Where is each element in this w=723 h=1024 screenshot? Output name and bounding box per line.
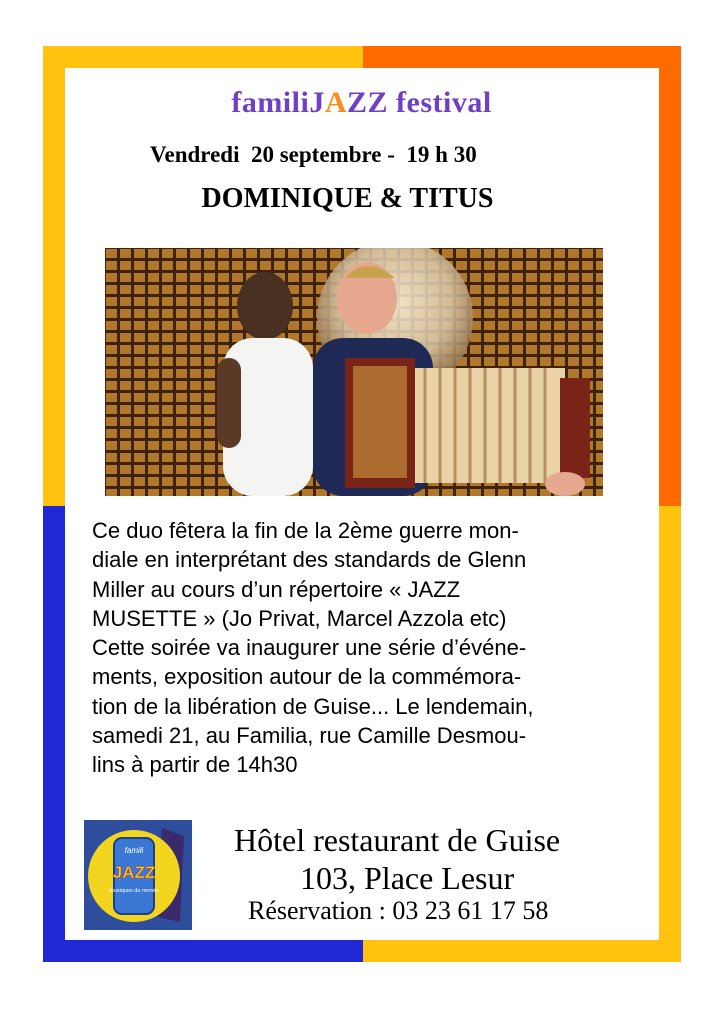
event-description — [92, 516, 637, 780]
description-line: diale en interprétant des standards de Glenn — [92, 547, 527, 573]
description-line: Miller au cours d’un répertoire « JAZZ — [92, 576, 461, 602]
title-a: A — [324, 86, 347, 119]
description-line: MUSETTE » (Jo Privat, Marcel Azzola etc) — [92, 605, 507, 631]
familijazz-logo — [84, 820, 192, 930]
description-line: tion de la libération de Guise... Le lendemain, — [92, 693, 534, 719]
festival-title — [0, 86, 723, 120]
event-artists: DOMINIQUE & TITUS — [201, 183, 494, 214]
description-line: samedi 21, au Familia, rue Camille Desmou- — [92, 723, 527, 749]
frame-top-left — [43, 46, 363, 68]
description-line: ments, exposition autour de la commémora- — [92, 664, 522, 690]
duo-photo-illustration — [105, 248, 603, 496]
title-zz: ZZ — [347, 86, 389, 119]
frame-bottom-left — [43, 940, 363, 962]
duo-photo — [105, 248, 603, 496]
frame-top-right — [363, 46, 681, 68]
reservation-phone: Réservation : 03 23 61 17 58 — [248, 896, 549, 925]
title-j: J — [309, 86, 325, 119]
title-prefix: famili — [231, 86, 310, 119]
frame-bottom-right — [363, 940, 681, 962]
title-suffix: festival — [388, 86, 492, 119]
description-line: Ce duo fêtera la fin de la 2ème guerre mon- — [92, 518, 519, 543]
familijazz-logo-graphic — [84, 820, 192, 930]
logo-text-top: famili — [124, 846, 144, 855]
description-line: Cette soirée va inaugurer une série d’événe- — [92, 635, 527, 661]
venue-name: Hôtel restaurant de Guise — [234, 822, 561, 858]
frame-right-lower — [659, 506, 681, 962]
event-date: Vendredi 20 septembre - 19 h 30 — [150, 142, 477, 167]
logo-text-main: JAZZ — [112, 863, 156, 882]
frame-left-lower — [43, 506, 65, 962]
description-line: lins à partir de 14h30 — [92, 752, 298, 778]
venue-address: 103, Place Lesur — [300, 860, 515, 896]
logo-text-bottom: musiques du monde — [109, 888, 159, 894]
